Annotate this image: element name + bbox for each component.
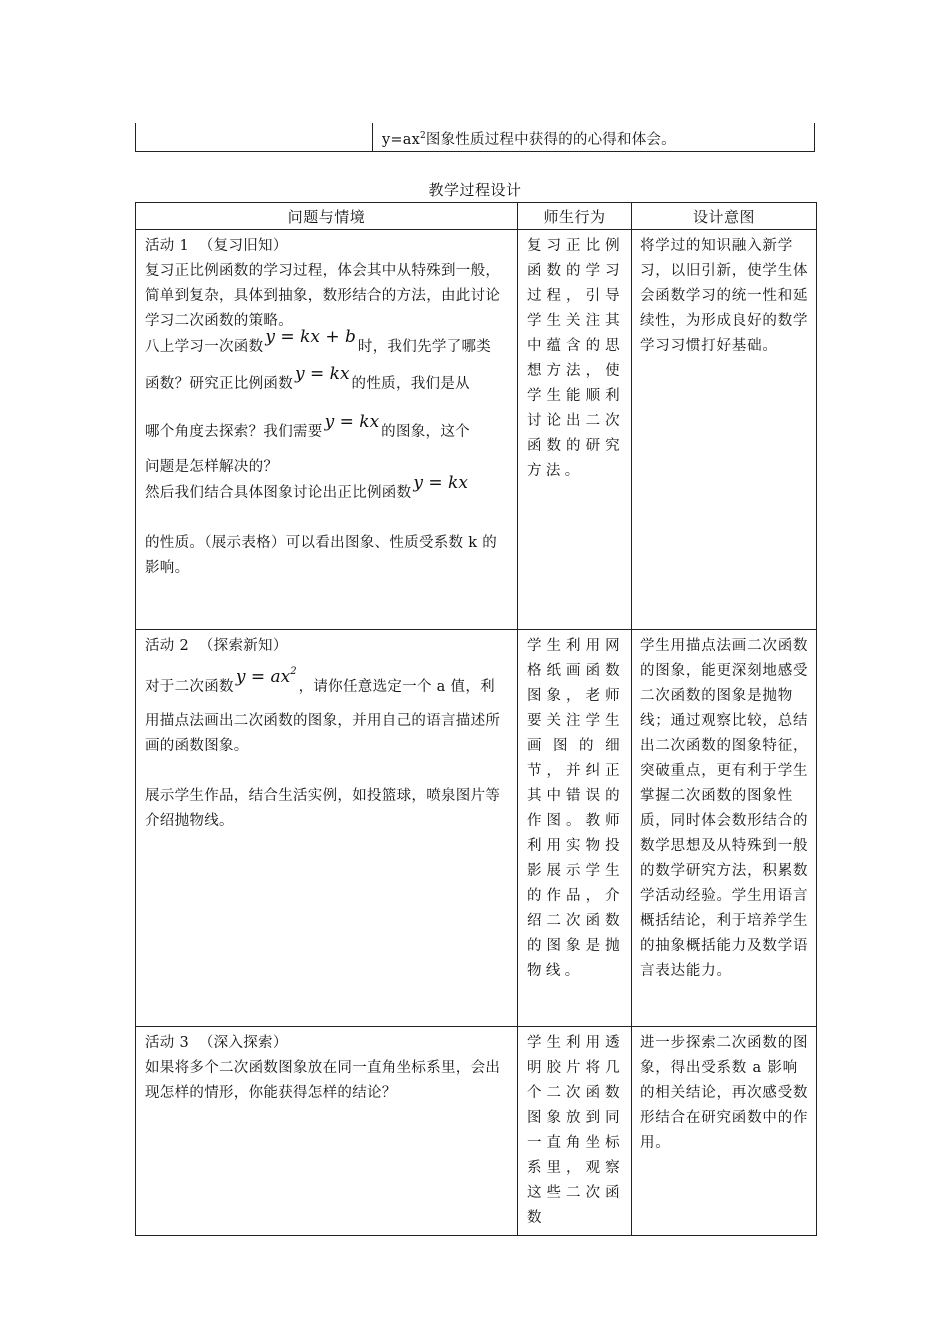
proportional-function-equation: y = kx bbox=[413, 473, 468, 493]
activity-1-heading: 活动 1 （复习旧知） bbox=[145, 238, 288, 254]
proportional-function-equation: y = kx bbox=[324, 412, 380, 432]
activity-2-teacher: 学生利用网格纸画函数图象，老师要关注学生画图的细节，并纠正其中错误的作图。教师利用实物投影展示学生的作品，介绍二次函数的图象是抛物线。 bbox=[518, 630, 632, 1027]
section-title: 教学过程设计 bbox=[428, 181, 522, 199]
activity-1-p1: 复习正比例函数的学习过程，体会其中从特殊到一般，简单到复杂，具体到抽象，数形结合的方法，由此讨论学习二次函数的策略。 bbox=[145, 263, 501, 329]
column-divider bbox=[372, 123, 373, 151]
header-behavior: 师生行为 bbox=[518, 203, 632, 230]
activity-3-p1: 如果将多个二次函数图象放在同一直角坐标系里，会出现怎样的情形，你能获得怎样的结论？ bbox=[145, 1060, 501, 1101]
activity-2-row bbox=[136, 630, 817, 1027]
activity-1-row bbox=[136, 230, 817, 630]
activity-2-intent: 学生用描点法画二次函数的图象，能更深刻地感受二次函数的图象是抛物线；通过观察比较，总结出二次函数的图象特征，突破重点，更有利于学生掌握二次函数的图象性质，同时体会数形结合的数学思想及从特殊到一般的数学研究方法，积累数学活动经验。学生用语言概括结论，利于培养学生的抽象概括能力及数学语言表达能力。 bbox=[632, 630, 817, 1027]
activity-3-question bbox=[136, 1027, 518, 1236]
activity-1-p7: 的性质。（展示表格）可以看出图象、性质受系数 k 的影响。 bbox=[145, 535, 498, 576]
quadratic-function-equation: $y = ax^2$ bbox=[235, 666, 297, 687]
activity-2-p2: 用描点法画出二次函数的图象，并用自己的语言描述所画的函数图象。 bbox=[145, 713, 501, 754]
activity-1-teacher: 复习正比例函数的学习过程，引导学生关注其中蕴含的思想方法，使学生能顺利讨论出二次函数的研究方法。 bbox=[518, 230, 632, 630]
activity-2-p3: 展示学生作品，结合生活实例，如投篮球，喷泉图片等介绍抛物线。 bbox=[145, 788, 501, 829]
activity-1-p6: 然后我们结合具体图象讨论出正比例函数 y = kx bbox=[145, 473, 468, 501]
activity-1-p2: 八上学习一次函数 y = kx + b 时，我们先学了哪类 bbox=[145, 327, 492, 355]
teaching-process-table bbox=[135, 202, 817, 1236]
linear-function-equation: y = kx + b bbox=[265, 327, 356, 347]
activity-1-intent: 将学过的知识融入新学习，以旧引新，使学生体会函数学习的统一性和延续性，为形成良好的数学学习习惯打好基础。 bbox=[632, 230, 817, 630]
activity-2-heading: 活动 2 （探索新知） bbox=[145, 638, 288, 654]
header-intent: 设计意图 bbox=[632, 203, 817, 230]
activity-1-p5: 问题是怎样解决的？ bbox=[145, 459, 279, 475]
activity-1-p4: 哪个角度去探索？我们需要 y = kx 的图象，这个 bbox=[145, 412, 470, 440]
activity-3-intent: 进一步探索二次函数的图象，得出受系数 a 影响的相关结论，再次感受数形结合在研究函数中的作用。 bbox=[632, 1027, 817, 1236]
activity-1-question bbox=[136, 230, 518, 630]
header-question: 问题与情境 bbox=[136, 203, 518, 230]
previous-table-fragment bbox=[135, 123, 815, 152]
activity-3-heading: 活动 3 （深入探索） bbox=[145, 1035, 288, 1051]
activity-2-question bbox=[136, 630, 518, 1027]
activity-3-teacher: 学生利用透明胶片将几个二次函数图象放到同一直角坐标系里，观察这些二次函数 bbox=[518, 1027, 632, 1236]
activity-2-p1: 对于二次函数 $y = ax^2$，请你任意选定一个 a 值，利 bbox=[145, 666, 495, 695]
fragment-text: $y=ax^2$图象性质过程中获得的的心得和体会。 bbox=[382, 131, 676, 148]
activity-3-row bbox=[136, 1027, 817, 1236]
header-row bbox=[136, 203, 817, 230]
activity-1-p3: 函数？研究正比例函数 y = kx 的性质，我们是从 bbox=[145, 364, 470, 392]
proportional-function-equation: y = kx bbox=[295, 364, 350, 384]
